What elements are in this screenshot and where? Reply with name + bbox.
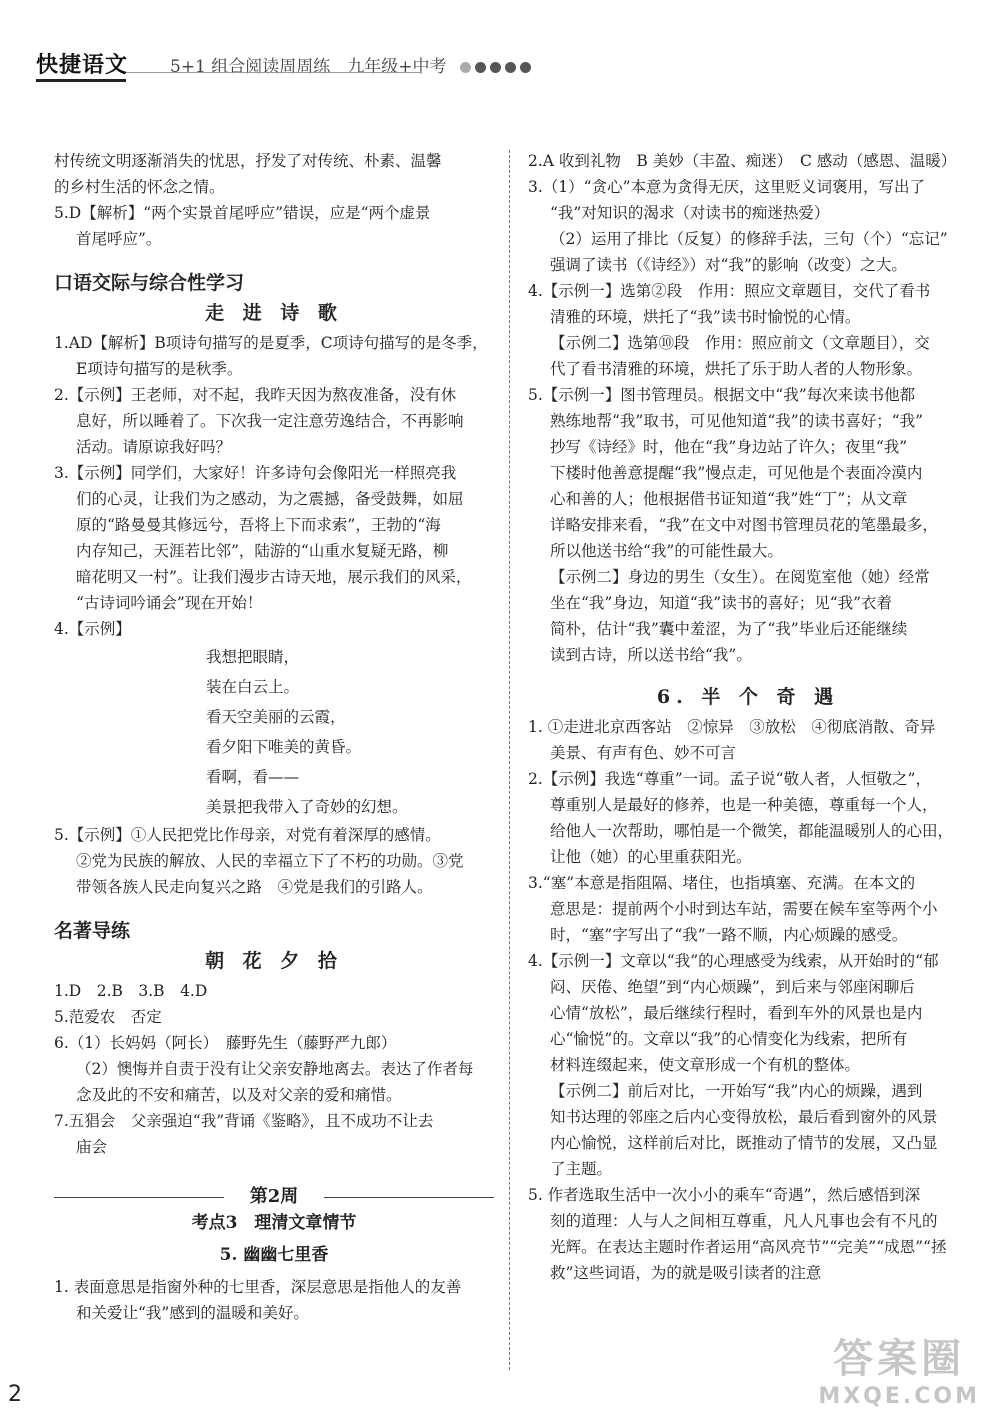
kaodian-heading: 考点3 理清文章情节 [191,1213,357,1233]
text-line: 的乡村生活的怀念之情。 [54,178,225,196]
page-number: 2 [8,1382,22,1407]
poem-line: 美景把我带入了奇妙的幻想。 [206,798,408,816]
text-line: 了主题。 [550,1160,613,1178]
text-line: 6.（1）长妈妈（阿长） 藤野先生（藤野严九郎） [54,1034,397,1052]
text-line: 意思是：提前两个小时到达车站，需要在候车室等两个小 [550,900,938,918]
text-line: （2）懊悔并自责于没有让父亲安静地离去。表达了作者每 [76,1060,474,1078]
text-line: 2.【示例】我选“尊重”一词。孟子说“敬人者，人恒敬之”， [528,770,931,788]
text-line: 活动。请原谅我好吗？ [76,438,232,456]
text-line: 们的心灵，让我们为之感动，为之震撼，备受鼓舞，如屈 [76,490,464,508]
text-line: 4.【示例】 [54,620,131,638]
text-line: 心情“放松”，最后继续行程时，看到车外的风景也是内 [550,1004,923,1022]
text-line: 光辉。在表达主题时作者运用“高风亮节”“完美”“成恩”“拯 [550,1238,947,1256]
text-line: 5.范爱农 否定 [54,1008,162,1026]
text-line: 读到古诗，所以送书给“我”。 [550,646,752,664]
text-line: 带领各族人民走向复兴之路 ④党是我们的引路人。 [76,878,433,896]
text-line: 4.【示例一】文章以“我”的心理感受为线索，从开始时的“郁 [528,952,939,970]
text-line: 和关爱让“我”感到的温暖和美好。 [76,1304,309,1322]
text-line: 4.【示例一】选第②段 作用：照应文章题目，交代了看书 [528,282,931,300]
text-line: 闷、厌倦、绝望”到“内心烦躁”，到后来与邻座闲聊后 [550,978,915,996]
text-line: 简朴，估计“我”囊中羞涩，为了“我”毕业后还能继续 [550,620,908,638]
section-heading: 名著导练 [54,920,131,942]
column-divider [509,150,510,1370]
text-line: （2）运用了排比（反复）的修辞手法，三句（个）“忘记” [550,230,948,248]
text-line: 时，“塞”字写出了“我”一路不顺，内心烦躁的感受。 [550,926,908,944]
text-line: 暗花明又一村”。让我们漫步古诗天地，展示我们的风采， [76,568,472,586]
article-title: 朝 花 夕 拾 [205,950,343,972]
poem-line: 装在白云上。 [206,678,300,696]
poem-line: 看啊，看—— [206,768,300,786]
text-line: 内心愉悦，这样前后对比，既推动了情节的发展，又凸显 [550,1134,938,1152]
text-line: 救”这些词语，为的就是吸引读者的注意 [550,1264,822,1282]
text-line: 3.【示例】同学们，大家好！许多诗句会像阳光一样照亮我 [54,464,457,482]
text-line: 5.【示例】①人民把党比作母亲，对党有着深厚的感情。 [54,826,441,844]
text-line: 熟练地帮“我”取书，可见他知道“我”的读书喜好；“我” [550,412,924,430]
text-line: 1. 表面意思是指窗外种的七里香，深层意思是指他人的友善 [54,1278,462,1296]
text-line: 材料连缀起来，使文章形成一个有机的整体。 [550,1056,861,1074]
text-line: “我”对知识的渴求（对读书的痴迷热爱） [550,204,830,222]
text-line: 庙会 [76,1138,108,1156]
text-line: 7.五猖会 父亲强迫“我”背诵《鉴略》，且不成功不让去 [54,1112,434,1130]
week-heading: 第2周 [54,1184,494,1210]
watermark-line: 答案圈 [833,1336,966,1382]
right-column [528,148,968,1286]
text-line: 息好，所以睡着了。下次我一定注意劳逸结合，不再影响 [76,412,464,430]
text-line: 3.“塞”本意是指阻隔、堵住，也指填塞、充满。在本文的 [528,874,916,892]
text-line: 抄写《诗经》时，他在“我”身边站了许久；夜里“我” [550,438,908,456]
text-line: 美景、有声有色、妙不可言 [550,744,737,762]
text-line: “古诗词吟诵会”现在开始！ [76,594,263,612]
brand-title: 快捷语文 [36,53,129,78]
text-line: 【示例二】身边的男生（女生）。在阅览室他（她）经常 [550,568,930,586]
text-line: 念及此的不安和痛苦，以及对父亲的爱和痛惜。 [76,1086,402,1104]
text-line: 5. 作者选取生活中一次小小的乘车“奇遇”，然后感悟到深 [528,1186,921,1204]
header-rule-bold [36,79,126,82]
text-line: 1.D 2.B 3.B 4.D [54,982,208,1000]
text-line: 原的“路曼曼其修远兮，吾将上下而求索”，王勃的“海 [76,516,441,534]
poem-line: 看夕阳下唯美的黄昏。 [206,738,362,756]
text-line: 【示例二】前后对比，一开始写“我”内心的烦躁，遇到 [550,1082,923,1100]
section-heading: 口语交际与综合性学习 [54,272,245,294]
poem [54,642,494,822]
text-line: 1. ①走进北京西客站 ②惊异 ③放松 ④彻底消散、奇异 [528,718,936,736]
watermark [818,1327,980,1409]
text-line: 给他人一次帮助，哪怕是一个微笑，都能温暖别人的心田， [550,822,954,840]
header-rule [126,72,420,73]
text-line: 清雅的环境，烘托了“我”读书时愉悦的心情。 [550,308,861,326]
text-line: 5.【示例一】图书管理员。根据文中“我”每次来读书他都 [528,386,916,404]
text-line: ②党为民族的解放、人民的幸福立下了不朽的功勋。③党 [76,852,464,870]
text-line: 所以他送书给“我”的可能性最大。 [550,542,783,560]
text-line: 知书达理的邻座之后内心变得放松，最后看到窗外的风景 [550,1108,938,1126]
text-line: 【示例二】选第⑩段 作用：照应前文（文章题目），交 [550,334,930,352]
article-title: 6. 半 个 奇 遇 [656,686,840,708]
decorative-dots-icon [460,58,535,77]
watermark-line: MXQE.COM [818,1384,980,1409]
text-line: 2.【示例】王老师，对不起，我昨天因为熬夜准备，没有休 [54,386,457,404]
poem-line: 我想把眼睛， [206,648,300,666]
series-title: 5+1 组合阅读周周练 九年级+中考 [170,57,447,77]
text-line: 心和善的人；他根据借书证知道“我”姓“丁”；从文章 [550,490,908,508]
page-header [36,48,964,80]
text-line: 心“愉悦”的。文章以“我”的心情变化为线索，把所有 [550,1030,908,1048]
article-title: 5. 幽幽七里香 [219,1245,329,1265]
text-line: 1.AD【解析】B项诗句描写的是夏季，C项诗句描写的是冬季， [54,334,488,352]
text-line: 内存知己，天涯若比邻”，陆游的“山重水复疑无路，柳 [76,542,449,560]
text-line: 尊重别人是最好的修养，也是一种美德，尊重每一个人， [550,796,938,814]
text-line: 详略安排来看，“我”在文中对图书管理员花的笔墨最多， [550,516,938,534]
text-line: 首尾呼应”。 [76,230,162,248]
text-line: 5.D【解析】“两个实景首尾呼应”错误，应是“两个虚景 [54,204,431,222]
text-line: 刻的道理：人与人之间相互尊重，凡人凡事也会有不凡的 [550,1212,938,1230]
text-line: 2.A 收到礼物 B 美妙（丰盈、痴迷） C 感动（感恩、温暖） [528,152,957,170]
left-column [54,148,494,1326]
text-line: 3.（1）“贪心”本意为贪得无厌，这里贬义词褒用，写出了 [528,178,926,196]
poem-line: 看天空美丽的云霞， [206,708,346,726]
text-line: 强调了读书（《诗经》）对“我”的影响（改变）之大。 [550,256,907,274]
article-title: 走 进 诗 歌 [205,302,343,324]
text-line: E项诗句描写的是秋季。 [76,360,243,378]
text-line: 村传统文明逐渐消失的忧思，抒发了对传统、朴素、温馨 [54,152,442,170]
text-line: 让他（她）的心里重获阳光。 [550,848,752,866]
text-line: 下楼时他善意提醒“我”慢点走，可见他是个表面冷漠内 [550,464,923,482]
text-line: 坐在“我”身边，知道“我”读书的喜好；见“我”衣着 [550,594,893,612]
text-line: 代了看书清雅的环境，烘托了乐于助人者的人物形象。 [550,360,923,378]
